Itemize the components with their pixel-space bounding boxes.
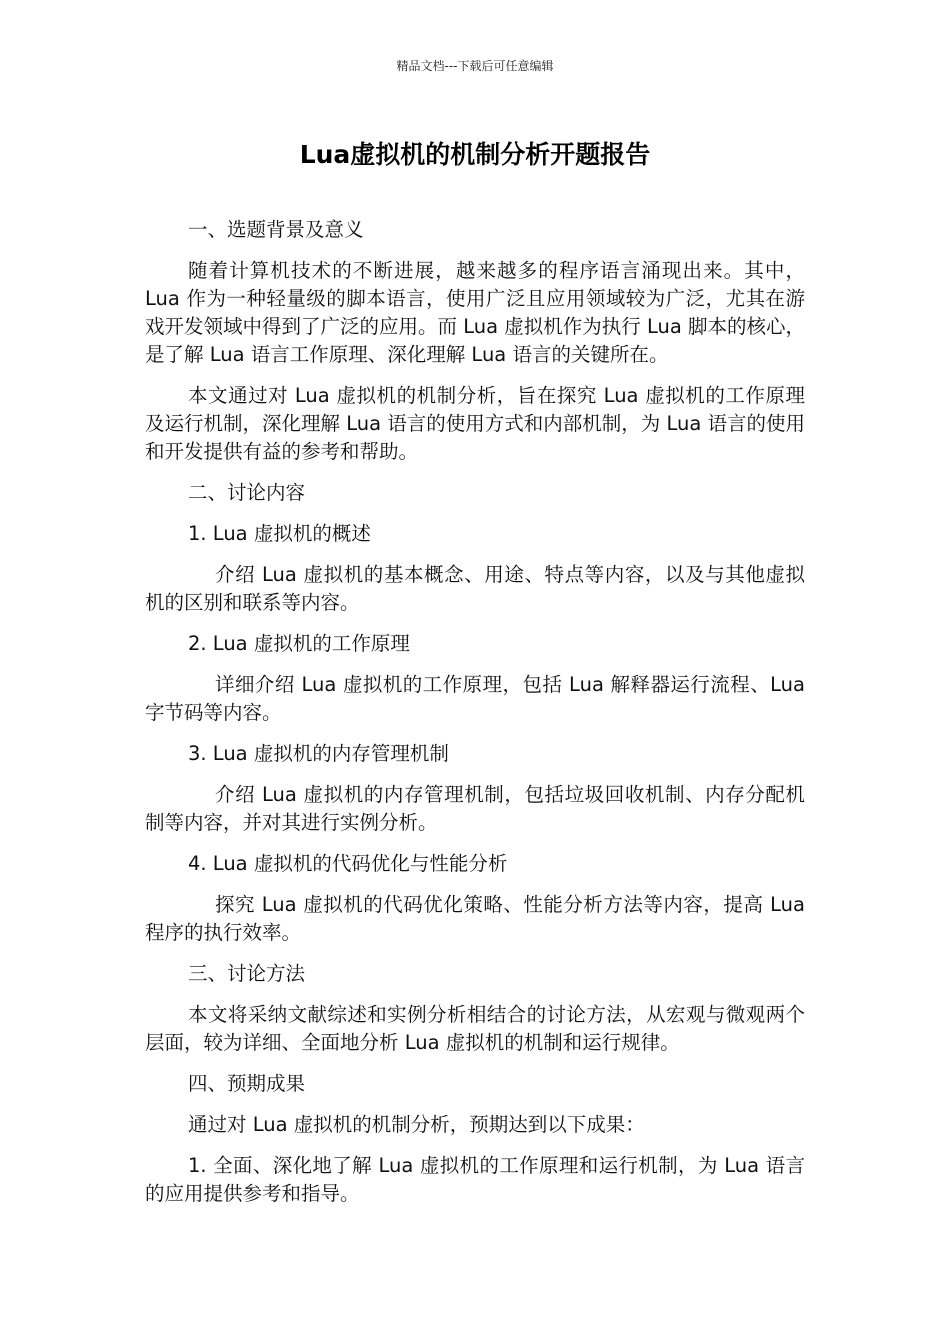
subsection-paragraph: 介绍 Lua 虚拟机的内存管理机制，包括垃圾回收机制、内存分配机制等内容，并对其进行实例分析。 (145, 783, 805, 834)
body-paragraph: 随着计算机技术的不断进展，越来越多的程序语言涌现出来。其中，Lua 作为一种轻量级的脚本语言，使用广泛且应用领域较为广泛，尤其在游戏开发领域中得到了广泛的应用。而 Lua 虚拟机作为执行 Lua 脚本的核心，是了解 Lua 语言工作原理、深化理解 Lua 语言的关键所在。 (145, 259, 805, 366)
body-paragraph: 本文将采纳文献综述和实例分析相结合的讨论方法，从宏观与微观两个层面，较为详细、全面地分析 Lua 虚拟机的机制和运行规律。 (145, 1003, 805, 1054)
body-paragraph: 1. 全面、深化地了解 Lua 虚拟机的工作原理和运行机制，为 Lua 语言的应用提供参考和指导。 (145, 1154, 805, 1205)
page-header-note: 精品文档---下载后可任意编辑 (396, 59, 554, 73)
section-heading: 四、预期成果 (188, 1072, 306, 1095)
document-title: Lua虚拟机的机制分析开题报告 (299, 140, 651, 169)
subsection-paragraph: 介绍 Lua 虚拟机的基本概念、用途、特点等内容，以及与其他虚拟机的区别和联系等内容。 (145, 563, 805, 614)
section-heading: 三、讨论方法 (188, 962, 306, 985)
subsection-paragraph: 探究 Lua 虚拟机的代码优化策略、性能分析方法等内容，提高 Lua 程序的执行效率。 (145, 893, 805, 944)
body-paragraph: 本文通过对 Lua 虚拟机的机制分析，旨在探究 Lua 虚拟机的工作原理及运行机制，深化理解 Lua 语言的使用方式和内部机制，为 Lua 语言的使用和开发提供有益的参考和帮助。 (145, 384, 805, 463)
section-heading: 4. Lua 虚拟机的代码优化与性能分析 (188, 852, 508, 875)
section-heading: 1. Lua 虚拟机的概述 (188, 522, 371, 545)
document-body (145, 216, 805, 1221)
section-heading: 3. Lua 虚拟机的内存管理机制 (188, 742, 449, 765)
body-paragraph: 通过对 Lua 虚拟机的机制分析，预期达到以下成果： (188, 1113, 645, 1136)
section-heading: 一、选题背景及意义 (188, 218, 364, 241)
subsection-paragraph: 详细介绍 Lua 虚拟机的工作原理，包括 Lua 解释器运行流程、Lua 字节码等内容。 (145, 673, 805, 724)
section-heading: 二、讨论内容 (188, 481, 306, 504)
section-heading: 2. Lua 虚拟机的工作原理 (188, 632, 410, 655)
